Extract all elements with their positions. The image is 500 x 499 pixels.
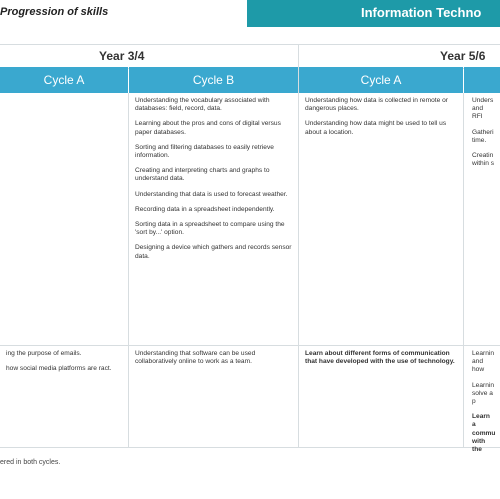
objective-text: Sorting and filtering databases to easily retrieve information. [135,143,274,160]
year-heading-5-6 [298,44,500,69]
cell-r2-c3 [299,346,464,448]
objective-text: Learn about different forms of communication that have developed with the use of technology. [305,350,455,366]
cell-r2-c4 [464,346,500,454]
objective-text: Understanding that software can be used collaboratively online to work as a team. [135,350,256,366]
objective-text: Understanding the vocabulary associated with databases: field, record, data. [135,97,270,113]
cell-r1-c4 [464,93,500,346]
objective-text: Creating and interpreting charts and graphs to understand data. [135,167,270,183]
objective-text: and RFI [472,105,484,121]
column-divider [298,44,299,448]
objective-text: ing the purpose of emails. [6,350,82,357]
header-gap [0,27,500,43]
objective-text: Understanding how data is collected in remote or dangerous places. [305,97,448,113]
cell-r1-c2 [129,93,299,346]
cell-r2-c2 [129,346,299,448]
objective-text: Understanding how data might be used to tell us about a location. [305,120,447,136]
objective-text: Learning about the pros and cons of digital versus paper databases. [135,120,281,136]
year-label-5-6: Year 5/6 [440,49,486,63]
footer-note: ered in both cycles. [0,459,61,466]
objective-text: Understanding that data is used to forecast weather. [135,190,288,198]
objective-text: Learnin and how [472,350,494,374]
objective-text: Recording data in a spreadsheet independently. [135,205,275,213]
header-right [247,0,500,27]
objective-text: Learnin solve a p [472,381,494,406]
objective-text: Unders [472,97,494,104]
header-left [0,0,245,28]
objective-text: Designing a device which gathers and records sensor data. [135,244,292,260]
cell-r1-c3 [299,93,464,346]
cycle-heading-3: Cycle A [299,67,463,93]
subject-title: Information Techno [361,5,482,20]
objective-text: Gatheri time. [472,128,494,144]
document-title: Progression of skills [0,6,109,18]
objective-text: Creatin within s [472,152,494,168]
cycle-heading-4 [464,67,500,93]
cell-r1-c1 [0,93,129,346]
objective-text: how social media platforms are ract. [6,365,112,373]
objective-text: Sorting data in a spreadsheet to compare using the 'sort by...' option. [135,221,285,237]
year-heading-3-4 [0,44,298,69]
cycle-heading-2: Cycle B [129,67,298,93]
cell-r2-c1 [0,346,129,448]
objective-text: Learn a commu with the [472,413,496,454]
year-label-3-4: Year 3/4 [99,49,145,63]
cycle-heading-1: Cycle A [0,67,128,93]
